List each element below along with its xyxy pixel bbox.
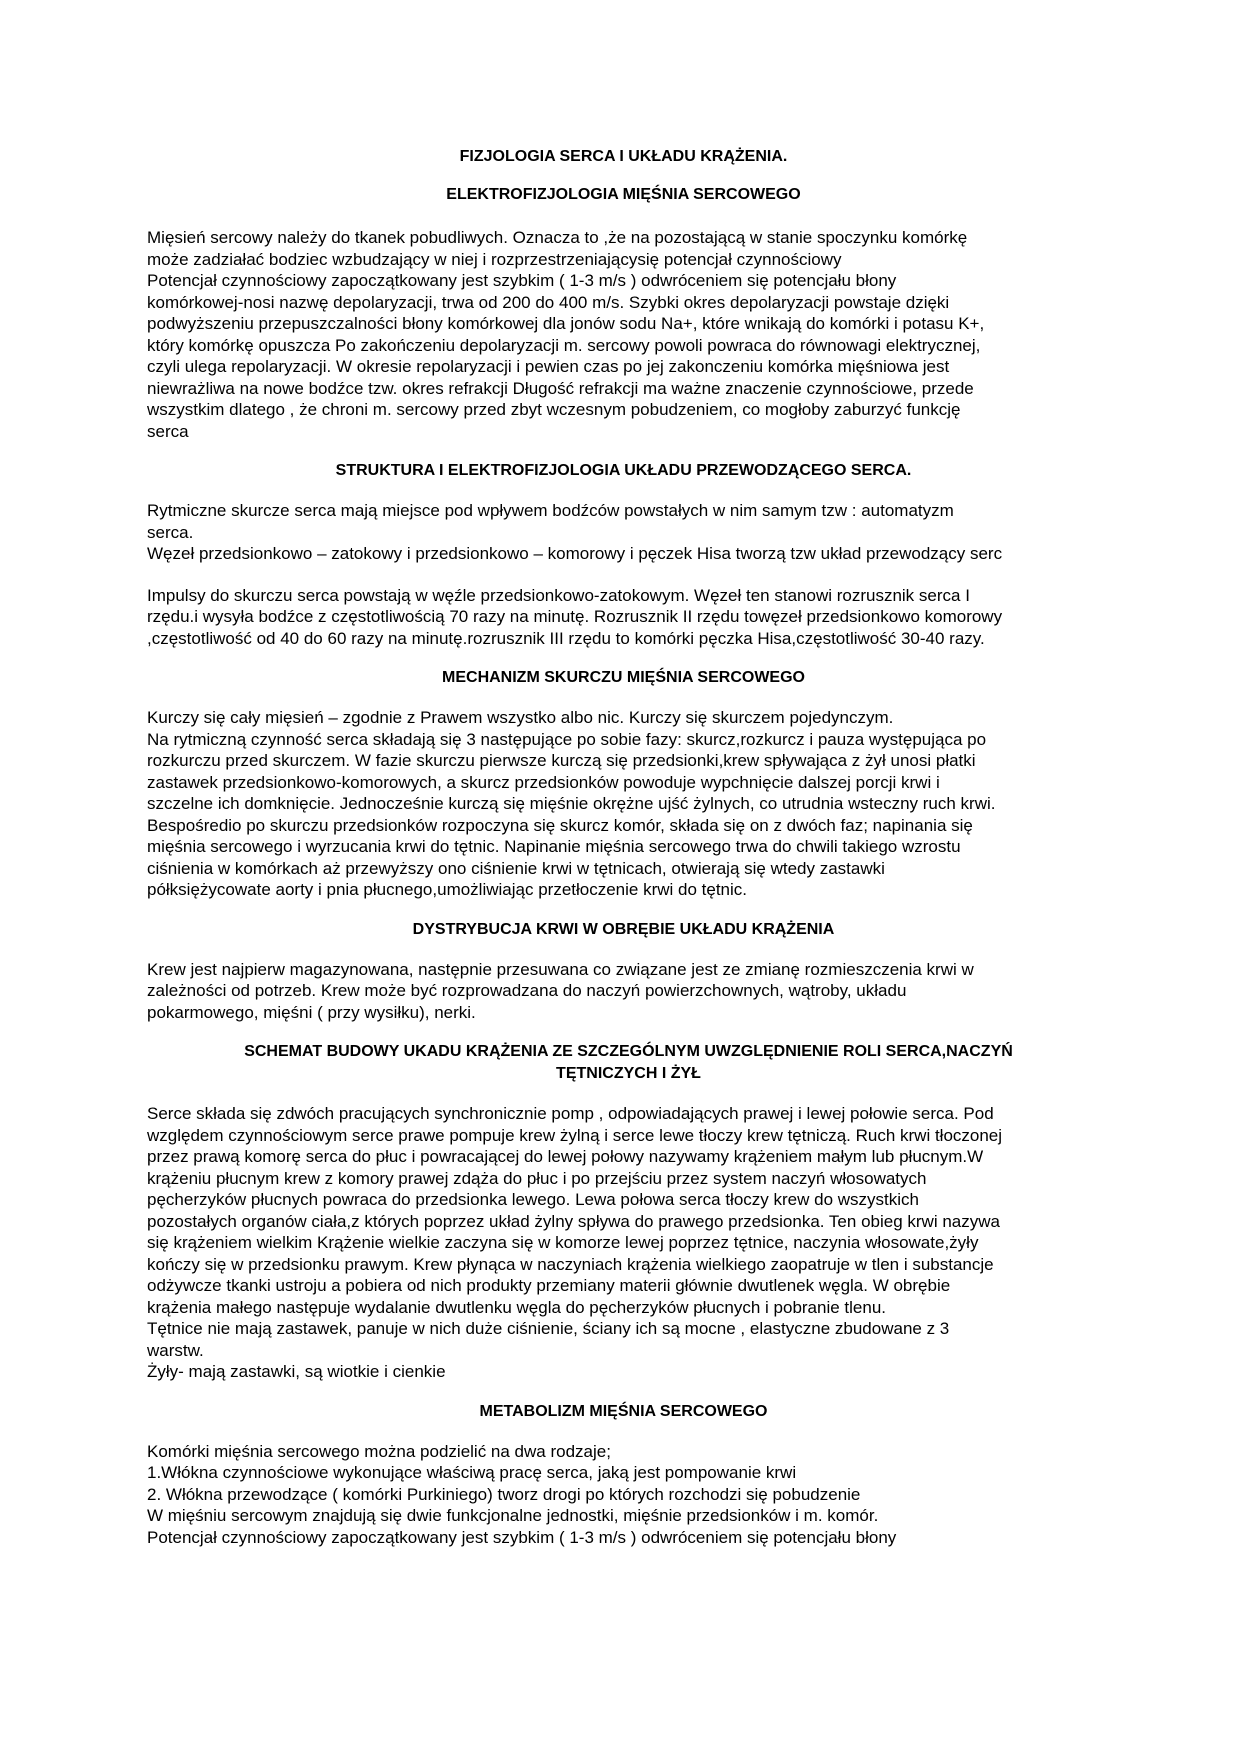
text-line: się krążeniem wielkim Krążenie wielkie zaczyna się w komorze lewej poprzez tętnice, naczynia włosowate,żyły xyxy=(147,1233,979,1252)
text-line: Bespośredio po skurczu przedsionków rozpoczyna się skurcz komór, składa się on z dwóch faz; napinania się xyxy=(147,815,973,835)
document-title: FIZJOLOGIA SERCA I UKŁADU KRĄŻENIA. xyxy=(459,148,788,165)
text-line: szczelne ich domknięcie. Jednocześnie kurczą się mięśnie okrężne ujść żylnych, co utrudnia wsteczny ruch krwi. xyxy=(147,794,996,813)
section-heading-circulation-schema xyxy=(127,1041,1130,1085)
section-heading-blood-distribution: DYSTRYBUCJA KRWI W OBRĘBIE UKŁADU KRĄŻENIA xyxy=(412,920,835,938)
paragraph-contraction xyxy=(147,707,1100,901)
text-line: zależności od potrzeb. Krew może być rozprowadzana do naczyń powierzchownych, wątroby, układu xyxy=(147,981,907,1000)
paragraph-electrophysiology xyxy=(147,227,1100,442)
paragraph-circulation xyxy=(147,1103,1100,1383)
text-line: W mięśniu sercowym znajdują się dwie funkcjonalne jednostki, mięśnie przedsionków i m. komór. xyxy=(147,1506,879,1525)
text-line: pokarmowego, mięśni ( przy wysiłku), nerki. xyxy=(147,1002,476,1022)
section-heading-contraction-mechanism: MECHANIZM SKURCZU MIĘŚNIA SERCOWEGO xyxy=(442,669,805,686)
text-line: może zadziałać bodziec wzbudzający w niej i rozprzestrzeniającysię potencjał czynnościowy xyxy=(147,249,842,269)
paragraph-spacer xyxy=(147,565,1100,585)
section-heading-metabolism: METABOLIZM MIĘŚNIA SERCOWEGO xyxy=(479,1402,768,1420)
text-line: mięśnia sercowego i wyrzucania krwi do tętnic. Napinanie mięśnia sercowego trwa do chwili takiego wzrostu xyxy=(147,837,961,856)
paragraph-distribution xyxy=(147,959,1100,1024)
text-line: odżywcze tkanki ustroju a pobiera od nich produkty przemiany materii głównie dwutlenek węgla. W obrębie xyxy=(147,1276,951,1295)
text-line: kończy się w przedsionku prawym. Krew płynąca w naczyniach krążenia wielkiego zaopatruje w tlen i substancje xyxy=(147,1254,994,1274)
text-line: 2. Włókna przewodzące ( komórki Purkiniego) tworz drogi po których rozchodzi się pobudzenie xyxy=(147,1484,861,1504)
text-line: Kurczy się cały mięsień – zgodnie z Prawem wszystko albo nic. Kurczy się skurczem pojedynczym. xyxy=(147,708,894,727)
text-line: półksiężycowate aorty i pnia płucnego,umożliwiając przetłoczenie krwi do tętnic. xyxy=(147,880,748,899)
text-line: serca xyxy=(147,421,189,441)
text-line: Krew jest najpierw magazynowana, następnie przesuwana co związane jest ze zmianę rozmieszczenia krwi w xyxy=(147,959,974,979)
text-line: rozkurczu przed skurczem. W fazie skurczu pierwsze kurczą się przedsionki,krew spływająca z żył unosi płatki xyxy=(147,751,976,770)
text-line: Mięsień sercowy należy do tkanek pobudliwych. Oznacza to ,że na pozostającą w stanie spoczynku komórkę xyxy=(147,228,968,247)
text-line: Na rytmiczną czynność serca składają się 3 następujące po sobie fazy: skurcz,rozkurcz i pauza występująca po xyxy=(147,729,987,749)
text-line: warstw. xyxy=(147,1340,204,1360)
text-line: Potencjał czynnościowy zapoczątkowany jest szybkim ( 1-3 m/s ) odwróceniem się potencjału błony xyxy=(147,271,897,290)
paragraph-pacemakers xyxy=(147,585,1100,650)
text-line: Rytmiczne skurcze serca mają miejsce pod wpływem bodźców powstałych w nim samym tzw : automatyzm xyxy=(147,501,954,520)
text-line: ciśnienia w komórkach aż przewyższy ono ciśnienie krwi w tętnicach, otwierają się wtedy zastawki xyxy=(147,858,885,878)
text-line: czyli ulega repolaryzacji. W okresie repolaryzacji i pewien czas po jej zakonczeniu komórka mięśniowa jest xyxy=(147,357,950,376)
paragraph-metabolism xyxy=(147,1441,1100,1549)
text-line: pozostałych organów ciała,z których poprzez układ żylny spływa do prawego przedsionka. Ten obieg krwi nazywa xyxy=(147,1211,1000,1231)
heading-line: TĘTNICZYCH I ŻYŁ xyxy=(556,1065,701,1082)
text-line: 1.Włókna czynnościowe wykonujące właściwą pracę serca, jaką jest pompowanie krwi xyxy=(147,1463,797,1482)
section-heading-electrophysiology: ELEKTROFIZJOLOGIA MIĘŚNIA SERCOWEGO xyxy=(446,186,801,203)
text-line: serca. xyxy=(147,522,194,542)
heading-line: SCHEMAT BUDOWY UKADU KRĄŻENIA ZE SZCZEGÓLNYM UWZGLĘDNIENIE ROLI SERCA,NACZYŃ xyxy=(244,1043,1013,1060)
text-line: rzędu.i wysyła bodźce z częstotliwością 70 razy na minutę. Rozrusznik II rzędu towęzeł przedsionkowo komorowy xyxy=(147,607,1003,626)
text-line: ,częstotliwość od 40 do 60 razy na minutę.rozrusznik III rzędu to komórki pęczka Hisa,częstotliwość 30-40 razy. xyxy=(147,628,985,648)
text-line: zastawek przedsionkowo-komorowych, a skurcz przedsionków powoduje wypchnięcie dalszej porcji krwi i xyxy=(147,772,940,792)
text-line: wszystkim dlatego , że chroni m. sercowy przed zbyt wczesnym pobudzeniem, co mogłoby zaburzyć funkcję xyxy=(147,400,961,419)
text-line: Żyły- mają zastawki, są wiotkie i cienkie xyxy=(147,1362,446,1381)
text-line: pęcherzyków płucnych powraca do przedsionka lewego. Lewa połowa serca tłoczy krew do wszystkich xyxy=(147,1190,919,1209)
text-line: Węzeł przedsionkowo – zatokowy i przedsionkowo – komorowy i pęczek Hisa tworzą tzw układ przewodzący serc xyxy=(147,544,1003,563)
text-line: podwyższeniu przepuszczalności błony komórkowej dla jonów sodu Na+, które wnikają do komórki i potasu K+, xyxy=(147,314,985,333)
text-line: niewrażliwa na nowe bodźce tzw. okres refrakcji Długość refrakcji ma ważne znaczenie czynnościowe, przede xyxy=(147,378,974,398)
text-line: Serce składa się zdwóch pracujących synchronicznie pomp , odpowiadających prawej i lewej połowie serca. Pod xyxy=(147,1104,994,1123)
text-line: Tętnice nie mają zastawek, panuje w nich duże ciśnienie, ściany ich są mocne , elastyczne zbudowane z 3 xyxy=(147,1319,950,1338)
paragraph-automatism xyxy=(147,500,1100,565)
text-line: komórkowej-nosi nazwę depolaryzacji, trwa od 200 do 400 m/s. Szybki okres depolaryzacji powstaje dzięki xyxy=(147,292,950,312)
text-line: który komórkę opuszcza Po zakończeniu depolaryzacji m. sercowy powoli powraca do równowagi elektrycznej, xyxy=(147,335,981,355)
text-line: Potencjał czynnościowy zapoczątkowany jest szybkim ( 1-3 m/s ) odwróceniem się potencjału błony xyxy=(147,1527,897,1547)
text-line: względem czynnościowym serce prawe pompuje krew żylną i serce lewe tłoczy krew tętniczą. Ruch krwi tłoczonej xyxy=(147,1125,1003,1145)
section-heading-conduction-system: STRUKTURA I ELEKTROFIZJOLOGIA UKŁADU PRZEWODZĄCEGO SERCA. xyxy=(335,462,912,479)
text-line: krążenia małego następuje wydalanie dwutlenku węgla do pęcherzyków płucnych i pobranie tlenu. xyxy=(147,1297,887,1317)
text-line: przez prawą komorę serca do płuc i powracającej do lewej połowy nazywamy krążeniem małym lub płucnym.W xyxy=(147,1147,984,1166)
text-line: Komórki mięśnia sercowego można podzielić na dwa rodzaje; xyxy=(147,1441,611,1461)
text-line: Impulsy do skurczu serca powstają w węźle przedsionkowo-zatokowym. Węzeł ten stanowi rozrusznik serca I xyxy=(147,585,970,605)
text-line: krążeniu płucnym krew z komory prawej zdąża do płuc i po przejściu przez system naczyń włosowatych xyxy=(147,1168,927,1188)
